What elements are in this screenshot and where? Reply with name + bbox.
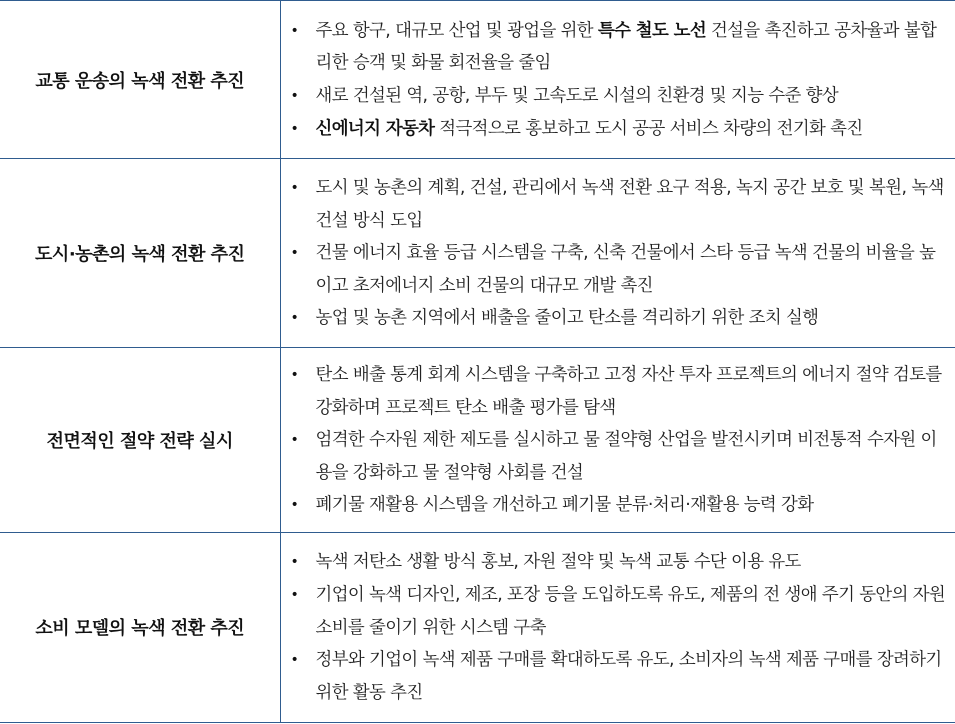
bullet-list <box>287 359 950 522</box>
list-item: • 폐기물 재활용 시스템을 개선하고 폐기물 분류·처리·재활용 능력 강화 <box>287 489 950 522</box>
bullet-icon: • <box>290 88 299 104</box>
bullet-icon: • <box>290 22 299 39</box>
table-row <box>0 348 955 533</box>
bullet-icon: • <box>290 432 299 449</box>
bullet-icon: • <box>290 245 299 262</box>
list-item: • 새로 건설된 역, 공항, 부두 및 고속도로 시설의 친환경 및 지능 수준 향상 <box>287 80 950 113</box>
list-item: • 주요 항구, 대규모 산업 및 광업을 위한 특수 철도 노선 건설을 촉진하고 공차율과 불합리한 승객 및 화물 회전율을 줄임 <box>287 15 950 80</box>
list-item: • 건물 에너지 효율 등급 시스템을 구축, 신축 건물에서 스타 등급 녹색 건물의 비율을 높이고 초저에너지 소비 건물의 대규모 개발 촉진 <box>287 237 950 302</box>
bullet-icon: • <box>290 652 299 669</box>
bullet-icon: • <box>290 310 299 327</box>
list-item: • 엄격한 수자원 제한 제도를 실시하고 물 절약형 산업을 발전시키며 비전통적 수자원 이용을 강화하고 물 절약형 사회를 건설 <box>287 424 950 489</box>
bullet-list <box>287 546 950 709</box>
bullet-icon: • <box>290 367 299 383</box>
bullet-icon: • <box>290 120 299 137</box>
list-item: • 정부와 기업이 녹색 제품 구매를 확대하도록 유도, 소비자의 녹색 제품 구매를 장려하기 위한 활동 추진 <box>287 644 950 709</box>
bullet-list <box>287 15 950 145</box>
list-item: • 녹색 저탄소 생활 방식 홍보, 자원 절약 및 녹색 교통 수단 이용 유도 <box>287 546 950 579</box>
bullet-list <box>287 172 950 335</box>
bullet-icon: • <box>290 497 299 514</box>
table-row <box>0 1 955 159</box>
table-row <box>0 159 955 348</box>
list-item: • 도시 및 농촌의 계획, 건설, 관리에서 녹색 전환 요구 적용, 녹지 공간 보호 및 복원, 녹색 건설 방식 도입 <box>287 172 950 237</box>
row-label: 소비 모델의 녹색 전환 추진 <box>0 532 280 722</box>
bullet-icon: • <box>290 180 299 197</box>
row-label: 교통 운송의 녹색 전환 추진 <box>0 1 280 159</box>
list-item: • 기업이 녹색 디자인, 제조, 포장 등을 도입하도록 유도, 제품의 전 생애 주기 동안의 자원 소비를 줄이기 위한 시스템 구축 <box>287 579 950 644</box>
bullet-icon: • <box>290 554 299 571</box>
row-label: 전면적인 절약 전략 실시 <box>0 348 280 533</box>
bullet-icon: • <box>290 587 299 604</box>
list-item: • 탄소 배출 통계 회계 시스템을 구축하고 고정 자산 투자 프로젝트의 에너지 절약 검토를 강화하며 프로젝트 탄소 배출 평가를 탐색 <box>287 359 950 424</box>
row-label: 도시·농촌의 녹색 전환 추진 <box>0 159 280 348</box>
table-row <box>0 532 955 722</box>
list-item: • 신에너지 자동차 적극적으로 홍보하고 도시 공공 서비스 차량의 전기화 촉진 <box>287 113 950 146</box>
list-item: • 농업 및 농촌 지역에서 배출을 줄이고 탄소를 격리하기 위한 조치 실행 <box>287 302 950 335</box>
